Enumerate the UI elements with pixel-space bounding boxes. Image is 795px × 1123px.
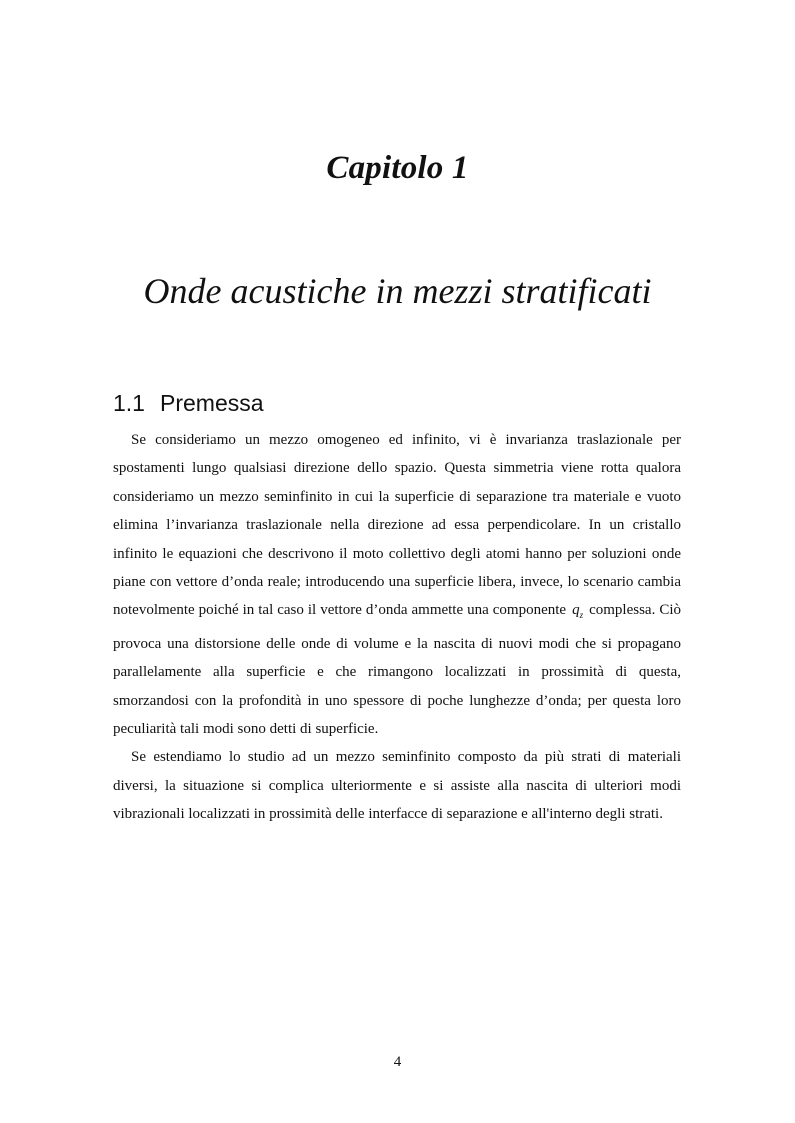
paragraph-1-part-1: Se consideriamo un mezzo omogeneo ed infinito, vi è invarianza traslazionale per spostamenti lungo qualsiasi direzione dello spazio. Questa simmetria viene rotta qualora consideriamo un mezzo seminfinito in cui la superficie di separazione tra materiale e vuoto elimina l’invarianza traslazionale nella direzione ad essa perpendicolare. In un cristallo infinito le equazioni che descrivono il moto collettivo degli atomi hanno per soluzioni onde piane con vettore d’onda reale; introducendo una superficie libera, invece, lo scenario cambia notevolmente poiché in tal caso il vettore d’onda ammette una componente <box>113 432 681 619</box>
paragraph-2: Se estendiamo lo studio ad un mezzo seminfinito composto da più strati di materiali diversi, la situazione si complica ulteriormente e si assiste alla nascita di ulteriori modi vibrazionali localizzati in prossimità delle interfacce di separazione e all'interno degli strati. <box>113 749 681 823</box>
page-number: 4 <box>393 1054 402 1070</box>
math-symbol: q <box>572 602 580 619</box>
section-number: 1.1 <box>113 390 145 416</box>
section-heading <box>113 390 264 417</box>
math-q-z <box>566 602 589 621</box>
section-title: Premessa <box>160 390 264 416</box>
body-text <box>113 426 681 829</box>
paragraph-1-part-2: complessa. Ciò provoca una distorsione delle onde di volume e la nascita di nuovi modi che si propagano parallelamente alla superficie e che rimangono localizzati in prossimità di questa, smorzandosi con la profondità in uno spessore di poche lunghezze d’onda; per questa loro peculiarità tali modi sono detti di superficie. <box>113 602 682 738</box>
chapter-title: Onde acustiche in mezzi stratificati <box>143 271 652 311</box>
chapter-label: Capitolo 1 <box>326 150 469 186</box>
math-subscript: z <box>579 610 584 621</box>
paragraph-1 <box>113 426 681 743</box>
